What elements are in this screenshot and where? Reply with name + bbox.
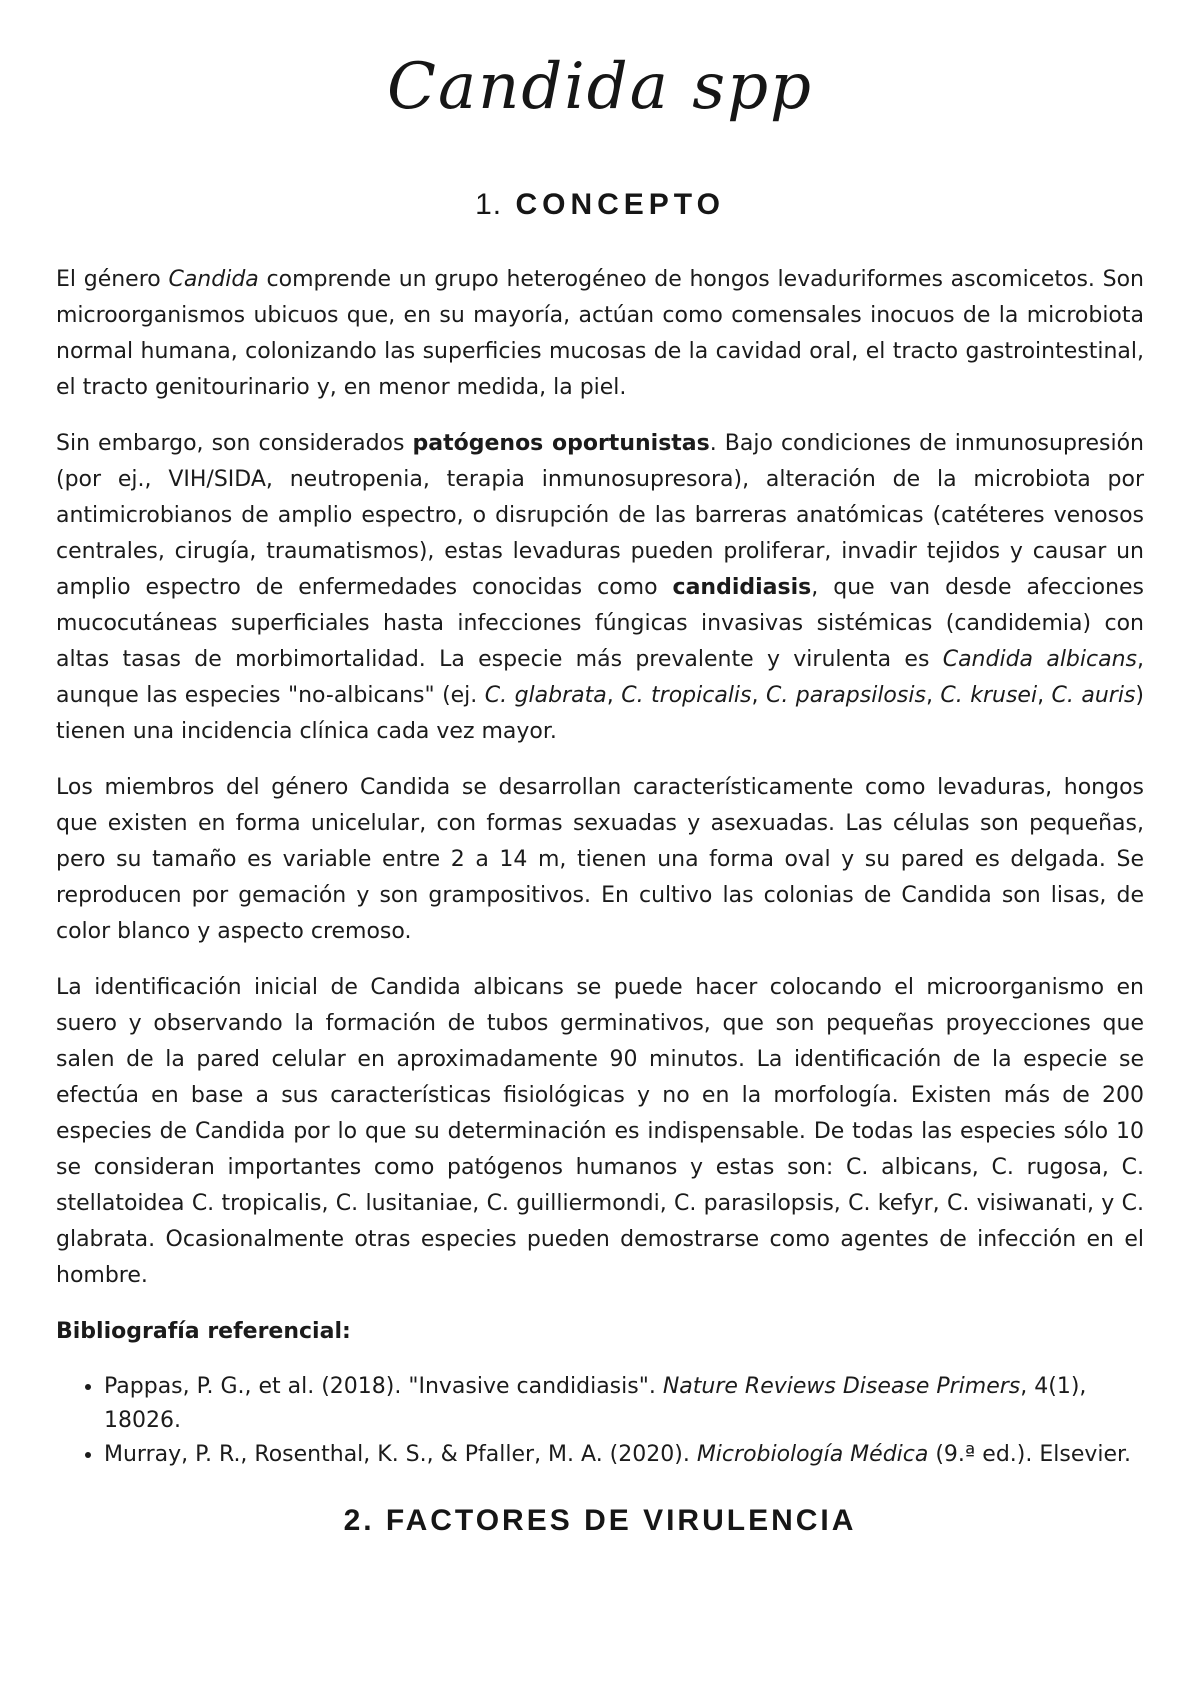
text-run: , que van desde afecciones mucocutáneas superficiales hasta infecciones fúngicas invasivas sistémicas (candidemia) con altas tasas de morbimortalidad. La especie más prevalente y virulenta es (56, 575, 1145, 672)
section-title: CONCEPTO (515, 188, 725, 221)
text-run: , aunque las especies "no-albicans" (ej. (56, 647, 1144, 708)
references-label: Bibliografía referencial: (56, 1319, 351, 1344)
text-run: . Bajo condiciones de inmunosupresión (por ej., VIH/SIDA, neutropenia, terapia inmunosupresora), alteración de la microbiota por antimicrobianos de amplio espectro, o disrupción de las barreras anatómicas (catéteres venosos centrales, cirugía, traumatismos), estas levaduras pueden proliferar, invadir tejidos y causar un amplio espectro de enfermedades conocidas como (56, 431, 1144, 600)
italic-term: C. tropicalis (621, 683, 752, 708)
text-run: (9.ª ed.). Elsevier. (928, 1442, 1132, 1467)
reference-item (104, 1370, 1144, 1438)
text-run: ) tienen una incidencia clínica cada vez mayor. (56, 683, 1145, 744)
section-number: 1. (475, 188, 503, 221)
text-run: , (606, 683, 622, 708)
text-run: , 4(1), 18026. (104, 1374, 1087, 1433)
italic-term: Candida (168, 267, 259, 292)
text-run: , (751, 683, 766, 708)
document-title: Candida spp (386, 50, 814, 124)
bold-term: candidiasis (672, 575, 812, 600)
reference-item (104, 1438, 1144, 1472)
italic-term: C. parapsilosis (765, 683, 926, 708)
italic-term: Microbiología Médica (696, 1442, 929, 1467)
italic-term: Nature Reviews Disease Primers (662, 1374, 1021, 1399)
paragraph-2 (56, 426, 1144, 750)
text-run: , (925, 683, 941, 708)
text-run: El género (56, 267, 169, 292)
text-run: comprende un grupo heterogéneo de hongos levaduriformes ascomicetos. Son microorganismos ubicuos que, en su mayoría, actúan como comensales inocuos de la microbiota normal humana, colonizando las superficies mucosas de la cavidad oral, el tracto gastrointestinal, el tracto genitourinario y, en menor medida, la piel. (56, 267, 1144, 400)
italic-term: C. krusei (940, 683, 1038, 708)
text-run: , (1037, 683, 1052, 708)
italic-term: C. glabrata (484, 683, 607, 708)
paragraph-3: Los miembros del género Candida se desarrollan característicamente como levaduras, hongos que existen en forma unicelular, con formas sexuadas y asexuadas. Las células son pequeñas, pero su tamaño es variable entre 2 a 14 m, tienen una forma oval y su pared es delgada. Se reproducen por gemación y son grampositivos. En cultivo las colonias de Candida son lisas, de color blanco y aspecto cremoso. (56, 775, 1144, 944)
italic-term: C. auris (1051, 683, 1136, 708)
text-run: Murray, P. R., Rosenthal, K. S., & Pfaller, M. A. (2020). (104, 1442, 697, 1467)
section-heading-concepto (0, 188, 1200, 222)
paragraph-1 (56, 262, 1144, 406)
document-body (56, 262, 1144, 1472)
text-run: Pappas, P. G., et al. (2018). "Invasive candidiasis". (104, 1374, 663, 1399)
references-list (56, 1370, 1144, 1472)
bold-term: patógenos oportunistas (412, 431, 710, 456)
paragraph-4: La identificación inicial de Candida albicans se puede hacer colocando el microorganismo en suero y observando la formación de tubos germinativos, que son pequeñas proyecciones que salen de la pared celular en aproximadamente 90 minutos. La identificación de la especie se efectúa en base a sus características fisiológicas y no en la morfología. Existen más de 200 especies de Candida por lo que su determinación es indispensable. De todas las especies sólo 10 se consideran importantes como patógenos humanos y estas son: C. albicans, C. rugosa, C. stellatoidea C. tropicalis, C. lusitaniae, C. guilliermondi, C. parasilopsis, C. kefyr, C. visiwanati, y C. glabrata. Ocasionalmente otras especies pueden demostrarse como agentes de infección en el hombre. (56, 975, 1144, 1288)
italic-term: Candida albicans (942, 647, 1137, 672)
section-heading-factores-de-virulencia: 2. FACTORES DE VIRULENCIA (343, 1504, 857, 1537)
text-run: Sin embargo, son considerados (56, 431, 413, 456)
